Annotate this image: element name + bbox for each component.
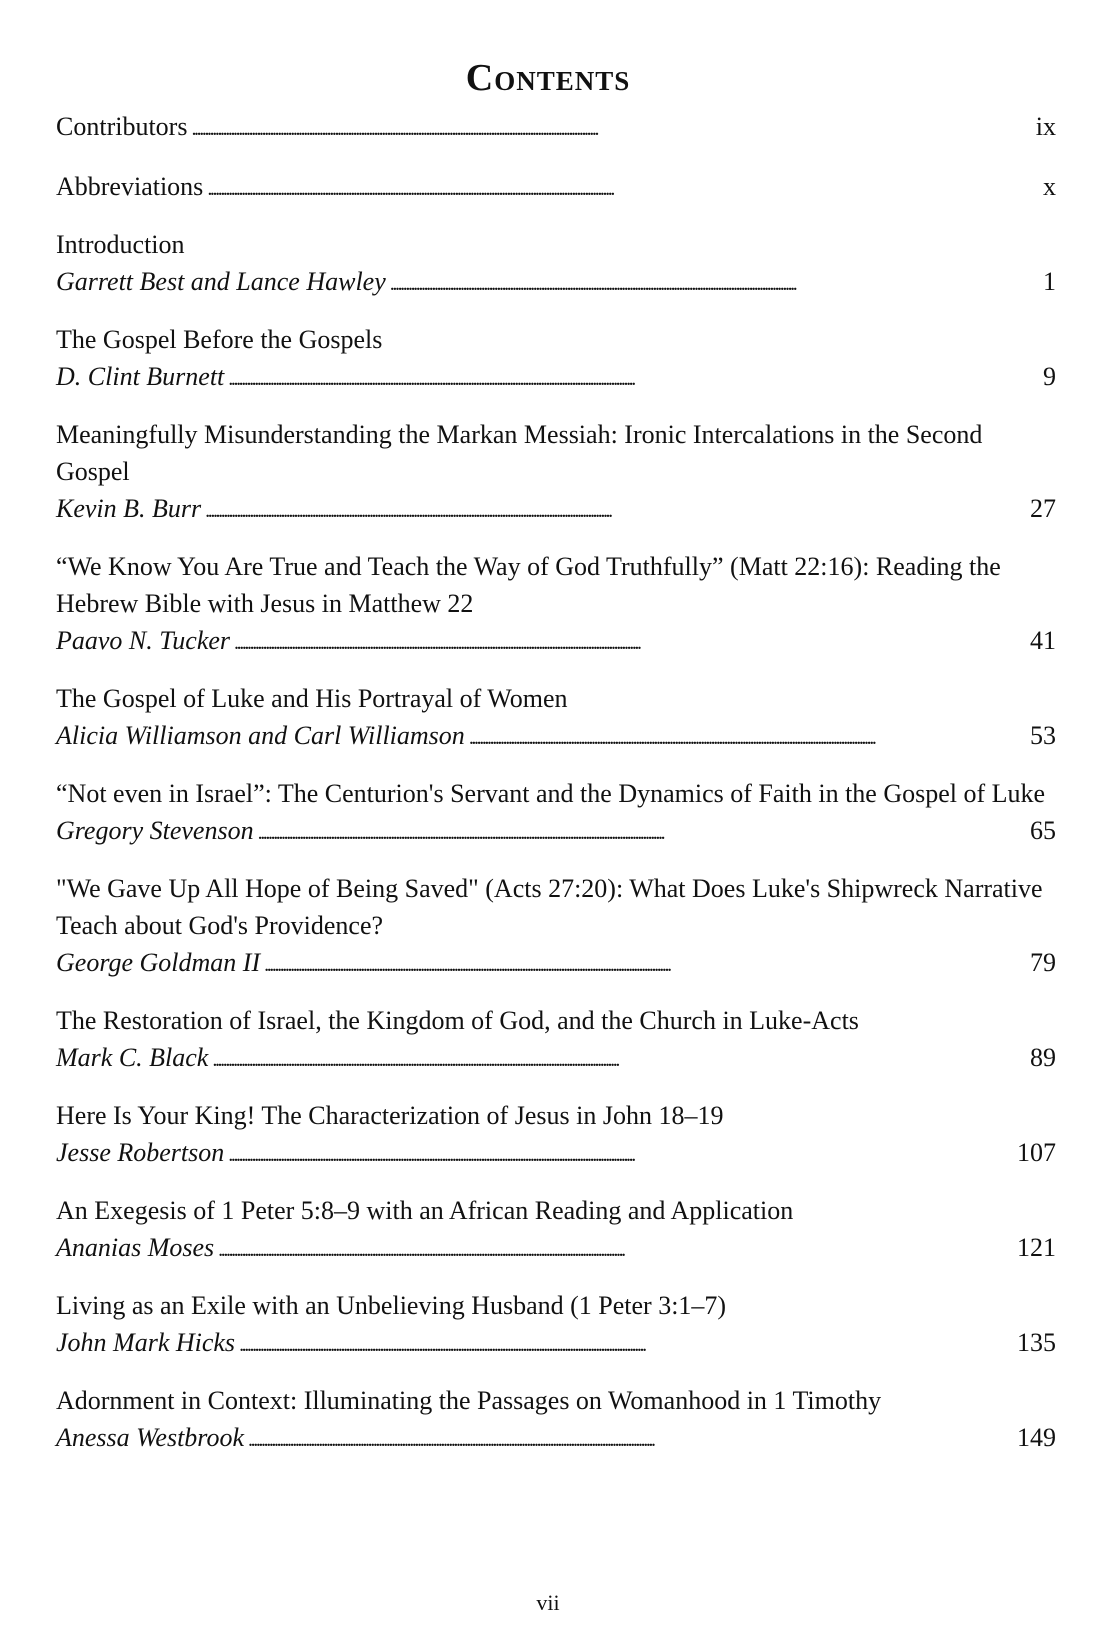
chapter-title: The Gospel Before the Gospels: [56, 325, 383, 354]
dot-leader: [390, 263, 1041, 303]
toc-label: Contributors: [56, 112, 188, 141]
toc-page-number: 9: [1043, 362, 1056, 391]
toc-page-number: 65: [1030, 816, 1056, 845]
toc-page-number: 121: [1017, 1233, 1056, 1262]
toc-page-number: 135: [1017, 1328, 1056, 1357]
chapter-author: Anessa Westbrook: [56, 1423, 245, 1452]
chapter-author: Garrett Best and Lance Hawley: [56, 267, 386, 296]
chapter-title: The Restoration of Israel, the Kingdom of God, and the Church in Luke-Acts: [56, 1006, 859, 1035]
chapter-author: Kevin B. Burr: [56, 494, 202, 523]
toc-entry[interactable]: [56, 680, 1056, 757]
page-folio: vii: [536, 1590, 560, 1615]
chapter-title: The Gospel of Luke and His Portrayal of Women: [56, 684, 568, 713]
dot-leader: [239, 1324, 1015, 1364]
dot-leader: [218, 1229, 1015, 1269]
chapter-author: John Mark Hicks: [56, 1328, 236, 1357]
table-of-contents: [56, 108, 1056, 1477]
chapter-author: George Goldman II: [56, 948, 261, 977]
toc-entry[interactable]: [56, 775, 1056, 852]
chapter-author: D. Clint Burnett: [56, 362, 225, 391]
toc-page-number: 79: [1030, 948, 1056, 977]
chapter-author: Alicia Williamson and Carl Williamson: [56, 721, 465, 750]
toc-entry[interactable]: [56, 416, 1056, 530]
toc-page-number: 1: [1043, 267, 1056, 296]
dot-leader: [205, 490, 1028, 530]
dot-leader: [228, 358, 1041, 398]
chapter-author: Ananias Moses: [56, 1233, 215, 1262]
toc-page-number: 149: [1017, 1423, 1056, 1452]
chapter-author: Mark C. Black: [56, 1043, 209, 1072]
toc-page-number: 27: [1030, 494, 1056, 523]
dot-leader: [469, 717, 1028, 757]
dot-leader: [212, 1039, 1028, 1079]
toc-page-number: 89: [1030, 1043, 1056, 1072]
dot-leader: [228, 1134, 1015, 1174]
toc-entry[interactable]: [56, 1192, 1056, 1269]
toc-entry-contributors[interactable]: [56, 108, 1056, 148]
toc-page-number: 107: [1017, 1138, 1056, 1167]
chapter-author: Paavo N. Tucker: [56, 626, 231, 655]
toc-label: Abbreviations: [56, 172, 204, 201]
chapter-title: “We Know You Are True and Teach the Way of God Truthfully” (Matt 22:16): Reading the Hebrew Bible with Jesus in Matthew 22: [56, 552, 1001, 618]
chapter-author: Gregory Stevenson: [56, 816, 254, 845]
dot-leader: [264, 944, 1028, 984]
toc-entry[interactable]: [56, 226, 1056, 303]
toc-page-number: ix: [1035, 112, 1056, 141]
dot-leader: [258, 812, 1028, 852]
chapter-title: Introduction: [56, 230, 185, 259]
dot-leader: [191, 108, 1033, 148]
chapter-author: Jesse Robertson: [56, 1138, 225, 1167]
toc-page-number: x: [1043, 172, 1056, 201]
toc-entry[interactable]: [56, 1002, 1056, 1079]
toc-entry[interactable]: [56, 321, 1056, 398]
page-heading: Contents: [465, 57, 631, 99]
dot-leader: [248, 1419, 1015, 1459]
chapter-title: Adornment in Context: Illuminating the Passages on Womanhood in 1 Timothy: [56, 1386, 882, 1415]
toc-entry[interactable]: [56, 548, 1056, 662]
chapter-title: Living as an Exile with an Unbelieving Husband (1 Peter 3:1–7): [56, 1291, 727, 1320]
chapter-title: Here Is Your King! The Characterization of Jesus in John 18–19: [56, 1101, 724, 1130]
chapter-title: Meaningfully Misunderstanding the Markan Messiah: Ironic Intercalations in the Second Gospel: [56, 420, 983, 486]
toc-entry[interactable]: [56, 1382, 1056, 1459]
toc-entry-abbreviations[interactable]: [56, 168, 1056, 208]
chapter-title: An Exegesis of 1 Peter 5:8–9 with an African Reading and Application: [56, 1196, 794, 1225]
toc-entry[interactable]: [56, 870, 1056, 984]
toc-page-number: 41: [1030, 626, 1056, 655]
toc-entry[interactable]: [56, 1287, 1056, 1364]
toc-entry[interactable]: [56, 1097, 1056, 1174]
dot-leader: [207, 168, 1041, 208]
dot-leader: [234, 622, 1028, 662]
toc-page-number: 53: [1030, 721, 1056, 750]
chapter-title: “Not even in Israel”: The Centurion's Servant and the Dynamics of Faith in the Gospel of Luke: [56, 779, 1046, 808]
chapter-title: "We Gave Up All Hope of Being Saved" (Acts 27:20): What Does Luke's Shipwreck Narrative Teach about God's Providence?: [56, 874, 1043, 940]
